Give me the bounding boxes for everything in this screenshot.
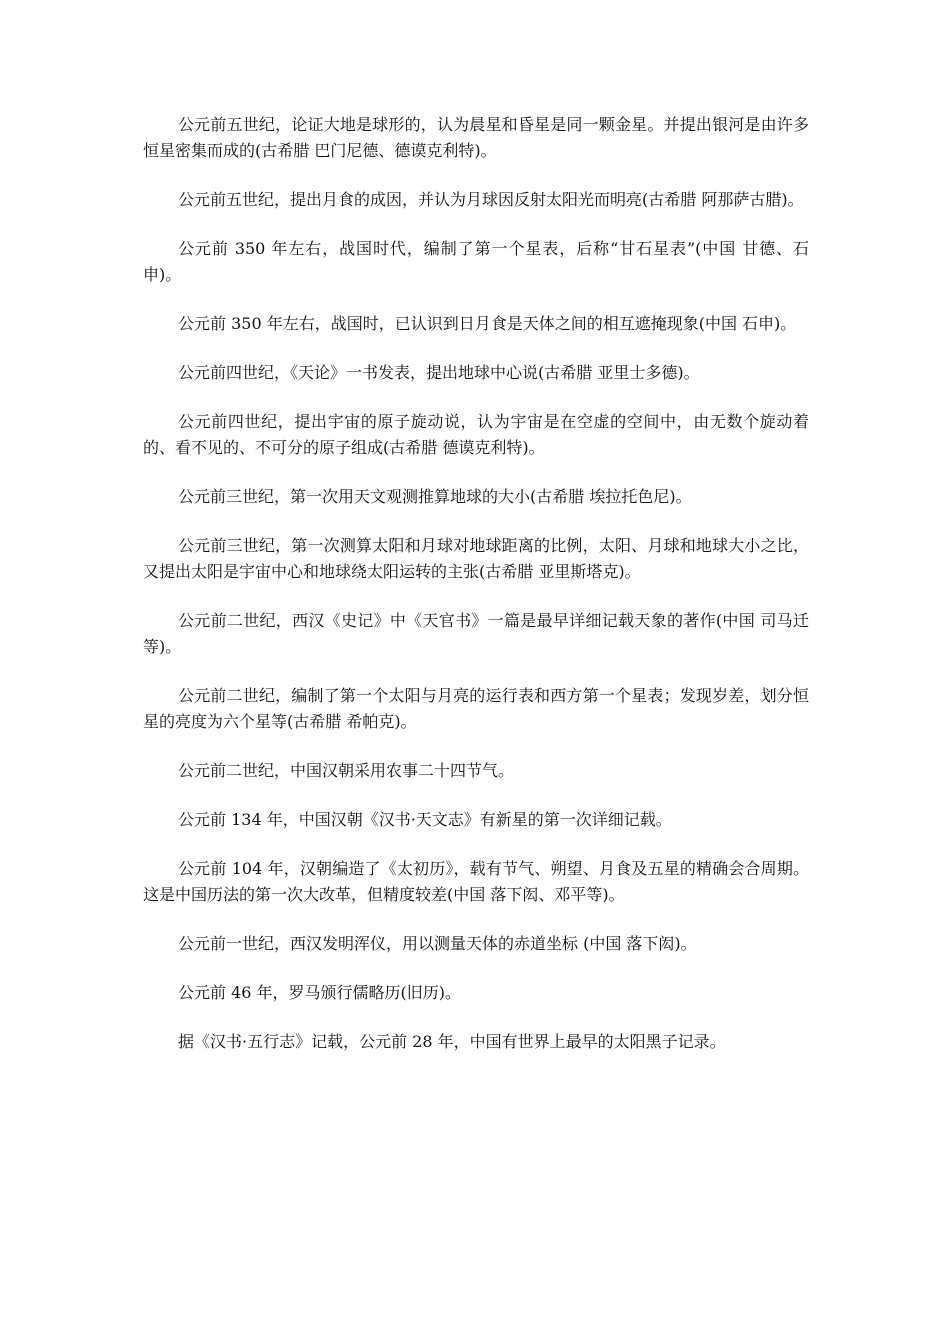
paragraph: 公元前四世纪，《天论》一书发表，提出地球中心说(古希腊 亚里士多德)。 (178, 363, 700, 382)
paragraph: 公元前三世纪，第一次测算太阳和月球对地球距离的比例，太阳、月球和地球大小之比，又提出太阳是宇宙中心和地球绕太阳运转的主张(古希腊 亚里斯塔克)。 (143, 536, 809, 581)
paragraph: 公元前二世纪，编制了第一个太阳与月亮的运行表和西方第一个星表；发现岁差，划分恒星的亮度为六个星等(古希腊 希帕克)。 (143, 686, 809, 731)
document-body (143, 112, 809, 1078)
paragraph: 公元前 46 年，罗马颁行儒略历(旧历)。 (178, 983, 462, 1002)
paragraph: 公元前二世纪，中国汉朝采用农事二十四节气。 (178, 761, 515, 780)
paragraph: 公元前四世纪，提出宇宙的原子旋动说，认为宇宙是在空虚的空间中，由无数个旋动着的、看不见的、不可分的原子组成(古希腊 德谟克利特)。 (143, 412, 809, 457)
paragraph: 据《汉书·五行志》记载，公元前 28 年，中国有世界上最早的太阳黑子记录。 (178, 1032, 726, 1051)
paragraph: 公元前二世纪，西汉《史记》中《天官书》一篇是最早详细记载天象的著作(中国 司马迁等)。 (143, 611, 809, 656)
paragraph: 公元前 134 年，中国汉朝《汉书·天文志》有新星的第一次详细记载。 (178, 810, 672, 829)
paragraph: 公元前一世纪，西汉发明浑仪，用以测量天体的赤道坐标 (中国 落下闳)。 (178, 934, 697, 953)
paragraph: 公元前 104 年，汉朝编造了《太初历》，载有节气、朔望、月食及五星的精确会合周期。这是中国历法的第一次大改革，但精度较差(中国 落下闳、邓平等)。 (143, 859, 809, 904)
paragraph: 公元前五世纪，论证大地是球形的，认为晨星和昏星是同一颗金星。并提出银河是由许多恒星密集而成的(古希腊 巴门尼德、德谟克利特)。 (143, 115, 809, 160)
paragraph: 公元前五世纪，提出月食的成因，并认为月球因反射太阳光而明亮(古希腊 阿那萨古腊)。 (178, 190, 804, 209)
paragraph: 公元前三世纪，第一次用天文观测推算地球的大小(古希腊 埃拉托色尼)。 (178, 487, 692, 506)
paragraph: 公元前 350 年左右，战国时代，编制了第一个星表，后称“甘石星表”(中国 甘德、石申)。 (143, 239, 809, 284)
paragraph: 公元前 350 年左右，战国时，已认识到日月食是天体之间的相互遮掩现象(中国 石申)。 (178, 314, 797, 333)
